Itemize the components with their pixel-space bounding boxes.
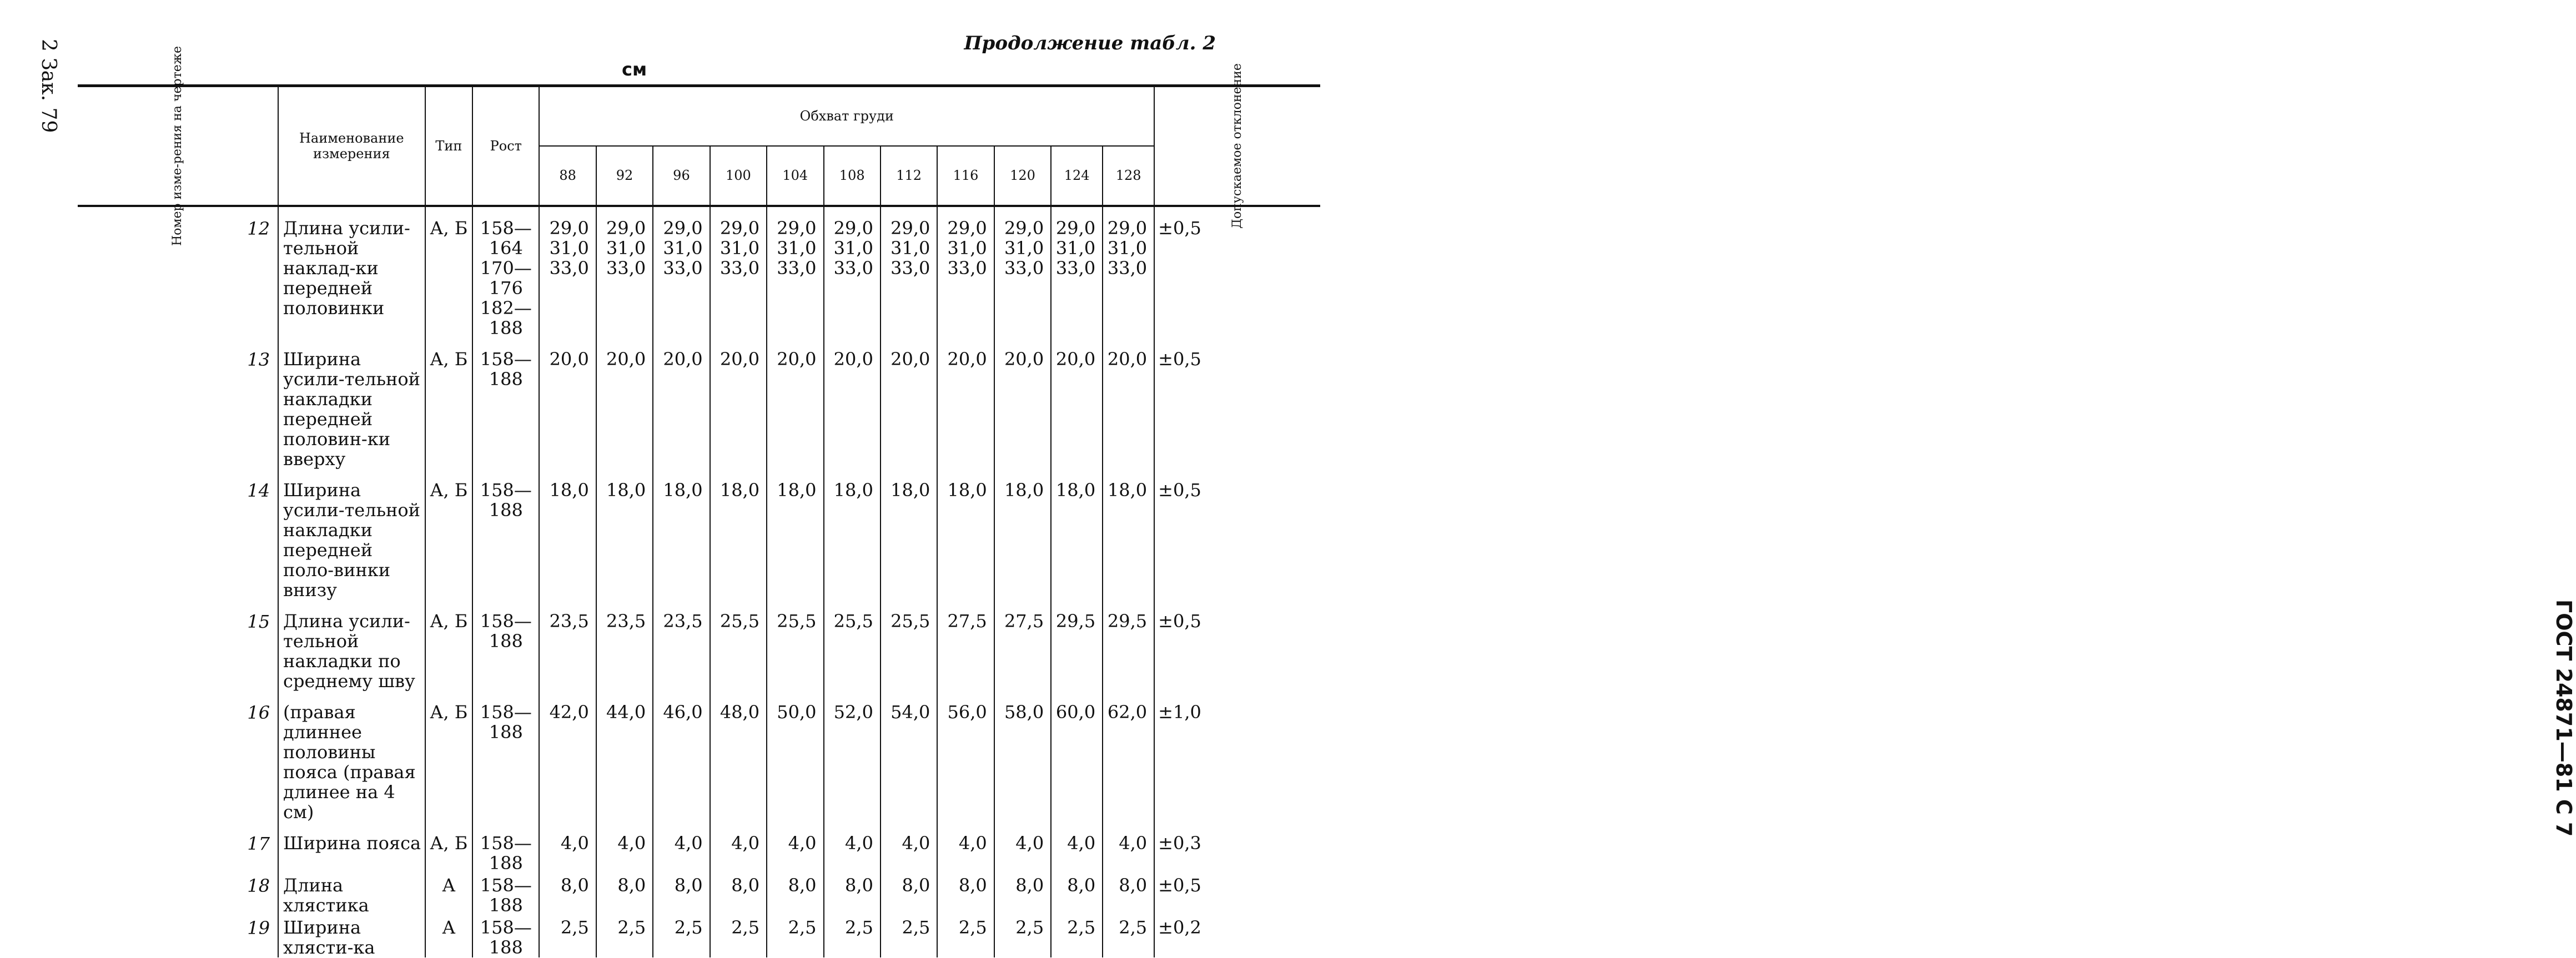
row-height: 158—164 170—176 182—188: [472, 206, 539, 338]
row-value: 18,0: [994, 469, 1051, 600]
row-type: А, Б: [425, 691, 473, 822]
row-value: 20,0: [824, 338, 881, 469]
row-value: 25,5: [824, 600, 881, 691]
row-tolerance: ±0,5: [1154, 338, 1320, 469]
row-tolerance: ±0,3: [1154, 822, 1320, 873]
header-chest-0: 88: [539, 146, 596, 206]
row-value: 2,5: [881, 915, 937, 957]
header-name: Наименование измерения: [278, 86, 425, 206]
table-row: [78, 206, 1320, 338]
row-value: 29,5: [1103, 600, 1154, 691]
row-value: 4,0: [824, 822, 881, 873]
header-chest-1: 92: [596, 146, 653, 206]
row-value: 20,0: [653, 338, 710, 469]
row-value: 29,0 31,0 33,0: [653, 206, 710, 338]
row-value: 8,0: [824, 873, 881, 915]
row-type: А, Б: [425, 822, 473, 873]
row-value: 18,0: [767, 469, 823, 600]
row-value: 42,0: [539, 691, 596, 822]
row-name: Длина хлястика: [278, 873, 425, 915]
measurements-table: [78, 46, 1320, 958]
row-tolerance: ±1,0: [1154, 691, 1320, 822]
header-chest-7: 116: [937, 146, 994, 206]
row-value: 62,0: [1103, 691, 1154, 822]
row-number: 13: [247, 349, 270, 370]
row-value: 20,0: [710, 338, 767, 469]
row-value: 27,5: [937, 600, 994, 691]
row-value: 2,5: [1051, 915, 1103, 957]
row-type: А, Б: [425, 600, 473, 691]
row-height: 158—188: [472, 691, 539, 822]
row-value: 4,0: [539, 822, 596, 873]
row-name: Ширина пояса: [278, 822, 425, 873]
unit-label: см: [622, 59, 647, 80]
header-chest-9: 124: [1051, 146, 1103, 206]
row-value: 29,0 31,0 33,0: [1051, 206, 1103, 338]
table-row: [78, 915, 1320, 957]
row-value: 20,0: [596, 338, 653, 469]
table-row: [78, 822, 1320, 873]
row-value: 60,0: [1051, 691, 1103, 822]
row-tolerance: ±0,2: [1154, 915, 1320, 957]
row-height: 158—188: [472, 600, 539, 691]
row-value: 2,5: [824, 915, 881, 957]
row-name: (правая длиннее половины пояса (правая длинее на 4 см): [278, 691, 425, 822]
row-value: 29,0 31,0 33,0: [881, 206, 937, 338]
table-row: [78, 691, 1320, 822]
row-value: 23,5: [653, 600, 710, 691]
header-number: Номер изме-рения на чертеже: [170, 46, 185, 246]
table-continuation-caption: Продолжение табл. 2: [964, 32, 1216, 54]
header-chest-10: 128: [1103, 146, 1154, 206]
row-value: 2,5: [937, 915, 994, 957]
header-chest-4: 104: [767, 146, 823, 206]
row-value: 23,5: [596, 600, 653, 691]
row-tolerance: ±0,5: [1154, 469, 1320, 600]
header-chest-5: 108: [824, 146, 881, 206]
row-value: 29,0 31,0 33,0: [994, 206, 1051, 338]
row-value: 18,0: [1051, 469, 1103, 600]
row-type: А, Б: [425, 338, 473, 469]
row-value: 8,0: [710, 873, 767, 915]
row-value: 4,0: [1103, 822, 1154, 873]
header-chest-girth: Обхват груди: [539, 86, 1154, 146]
row-value: 8,0: [937, 873, 994, 915]
row-value: 18,0: [596, 469, 653, 600]
row-number: 19: [247, 917, 270, 939]
row-number: 16: [247, 702, 270, 723]
row-value: 2,5: [767, 915, 823, 957]
header-type: Тип: [425, 86, 473, 206]
row-value: 25,5: [881, 600, 937, 691]
row-value: 4,0: [937, 822, 994, 873]
row-value: 25,5: [767, 600, 823, 691]
row-value: 2,5: [539, 915, 596, 957]
row-value: 52,0: [824, 691, 881, 822]
row-value: 2,5: [1103, 915, 1154, 957]
row-value: 18,0: [710, 469, 767, 600]
row-value: 48,0: [710, 691, 767, 822]
row-value: 54,0: [881, 691, 937, 822]
row-value: 20,0: [1051, 338, 1103, 469]
header-tolerance: Допускаемое отклонение: [1154, 86, 1320, 206]
header-chest-6: 112: [881, 146, 937, 206]
row-value: 4,0: [710, 822, 767, 873]
row-value: 18,0: [1103, 469, 1154, 600]
row-value: 4,0: [994, 822, 1051, 873]
row-value: 4,0: [767, 822, 823, 873]
row-value: 8,0: [881, 873, 937, 915]
row-value: 8,0: [653, 873, 710, 915]
row-value: 29,0 31,0 33,0: [539, 206, 596, 338]
row-value: 29,0 31,0 33,0: [937, 206, 994, 338]
row-height: 158—188: [472, 822, 539, 873]
row-type: А: [425, 873, 473, 915]
row-value: 29,0 31,0 33,0: [596, 206, 653, 338]
row-value: 8,0: [767, 873, 823, 915]
row-value: 2,5: [710, 915, 767, 957]
row-number: 15: [247, 611, 270, 632]
row-value: 20,0: [994, 338, 1051, 469]
row-value: 2,5: [653, 915, 710, 957]
row-value: 29,0 31,0 33,0: [710, 206, 767, 338]
row-value: 20,0: [767, 338, 823, 469]
row-number: 12: [247, 218, 270, 239]
row-type: А: [425, 915, 473, 957]
row-value: 27,5: [994, 600, 1051, 691]
row-name: Длина усили-тельной наклад-ки передней половинки: [278, 206, 425, 338]
row-value: 4,0: [596, 822, 653, 873]
row-value: 18,0: [937, 469, 994, 600]
row-value: 20,0: [539, 338, 596, 469]
row-value: 29,0 31,0 33,0: [1103, 206, 1154, 338]
row-value: 20,0: [1103, 338, 1154, 469]
row-number: 14: [247, 480, 270, 501]
row-value: 2,5: [596, 915, 653, 957]
row-name: Ширина усили-тельной накладки передней поло-винки внизу: [278, 469, 425, 600]
header-chest-3: 100: [710, 146, 767, 206]
row-value: 4,0: [881, 822, 937, 873]
row-name: Длина усили-тельной накладки по среднему шву: [278, 600, 425, 691]
row-value: 23,5: [539, 600, 596, 691]
row-type: А, Б: [425, 206, 473, 338]
table-row: [78, 873, 1320, 915]
table-row: [78, 600, 1320, 691]
row-value: 20,0: [937, 338, 994, 469]
row-height: 158—188: [472, 469, 539, 600]
row-value: 8,0: [994, 873, 1051, 915]
row-height: 158—188: [472, 915, 539, 957]
row-value: 18,0: [539, 469, 596, 600]
row-value: 4,0: [653, 822, 710, 873]
row-value: 20,0: [881, 338, 937, 469]
row-value: 8,0: [596, 873, 653, 915]
row-tolerance: ±0,5: [1154, 206, 1320, 338]
row-tolerance: ±0,5: [1154, 600, 1320, 691]
row-value: 8,0: [1103, 873, 1154, 915]
row-height: 158—188: [472, 338, 539, 469]
row-type: А, Б: [425, 469, 473, 600]
row-value: 44,0: [596, 691, 653, 822]
table-row: [78, 338, 1320, 469]
row-value: 25,5: [710, 600, 767, 691]
row-value: 2,5: [994, 915, 1051, 957]
row-height: 158—188: [472, 873, 539, 915]
side-note-left: 2 Зак. 79: [37, 39, 60, 133]
row-value: 56,0: [937, 691, 994, 822]
row-value: 18,0: [824, 469, 881, 600]
row-name: Ширина усили-тельной накладки передней половин-ки вверху: [278, 338, 425, 469]
row-value: 18,0: [653, 469, 710, 600]
row-value: 29,5: [1051, 600, 1103, 691]
row-value: 50,0: [767, 691, 823, 822]
header-chest-2: 96: [653, 146, 710, 206]
row-value: 18,0: [881, 469, 937, 600]
table-row: [78, 469, 1320, 600]
row-number: 17: [247, 833, 270, 854]
row-value: 8,0: [539, 873, 596, 915]
row-value: 8,0: [1051, 873, 1103, 915]
row-name: Ширина хлясти-ка: [278, 915, 425, 957]
row-number: 18: [247, 875, 270, 896]
row-value: 46,0: [653, 691, 710, 822]
header-height: Рост: [472, 86, 539, 206]
row-tolerance: ±0,5: [1154, 873, 1320, 915]
row-value: 4,0: [1051, 822, 1103, 873]
row-value: 29,0 31,0 33,0: [824, 206, 881, 338]
row-value: 58,0: [994, 691, 1051, 822]
header-chest-8: 120: [994, 146, 1051, 206]
row-value: 29,0 31,0 33,0: [767, 206, 823, 338]
